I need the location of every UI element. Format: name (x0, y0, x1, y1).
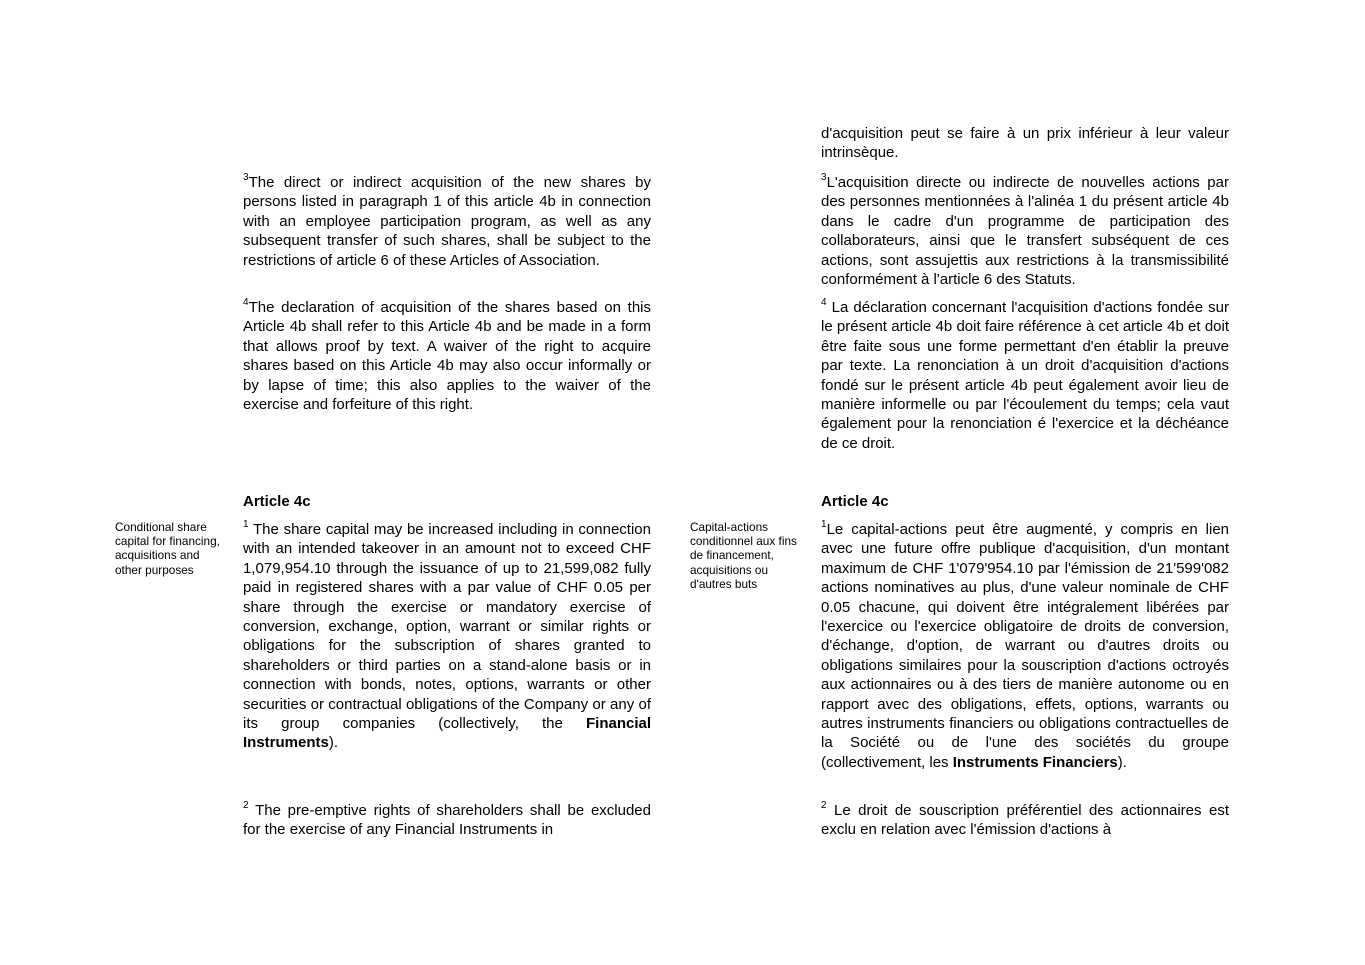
paragraph-text: d'acquisition peut se faire à un prix inférieur à leur valeur intrinsèque. (821, 125, 1229, 162)
paragraph-number: 1 (821, 519, 827, 530)
defined-term: Financial Instruments (243, 715, 652, 752)
english-paragraph-4 (243, 298, 651, 414)
french-article-heading: Article 4c (821, 493, 889, 510)
paragraph-number: 1 (243, 519, 249, 530)
paragraph-end: ). (1117, 753, 1127, 771)
french-paragraph-continuation (821, 124, 1229, 163)
defined-term: Instruments Financiers (952, 753, 1118, 771)
french-paragraph-4 (821, 298, 1229, 453)
english-article-heading: Article 4c (243, 493, 311, 510)
paragraph-number: 4 (821, 297, 827, 308)
french-paragraph-3 (821, 173, 1229, 289)
english-paragraph-3 (243, 173, 651, 270)
english-article-4c-paragraph-2 (243, 801, 651, 840)
paragraph-number: 2 (821, 800, 827, 811)
paragraph-text: The direct or indirect acquisition of the new shares by persons listed in paragraph 1 of this article 4b in connection with an employee participation program, as well as any subsequent transfer of such shares, shall be subject to the restrictions of article 6 of these Articles of Association. (243, 174, 651, 269)
paragraph-text: La déclaration concernant l'acquisition d'actions fondée sur le présent article 4b doit faire référence à cet article 4b et doit être faite sous une forme permettant d'en établir la preuve par texte. La renonciation à un droit d'acquisition d'actions fondé sur le présent article 4b peut également avoir lieu de manière informelle ou par l'écoulement du temps; cela vaut également pour la renonciation é l'exercice et la déchéance de ce droit. (821, 299, 1229, 452)
paragraph-end: ). (328, 734, 339, 752)
french-article-4c-paragraph-1 (821, 520, 1229, 772)
english-side-note: Conditional share capital for financing, acquisitions and other purposes (115, 520, 220, 577)
paragraph-number: 2 (243, 800, 249, 811)
french-side-note: Capital-actions conditionnel aux fins de financement, acquisitions ou d'autres buts (690, 520, 797, 591)
paragraph-text: L'acquisition directe ou indirecte de nouvelles actions par des personnes mentionnées à l'alinéa 1 du présent article 4b dans le cadre d'un programme de participation des collaborateurs, ainsi que le transfert subséquent de ces actions, sont assujettis aux restrictions à la transmissibilité conformément à l'article 6 des Statuts. (821, 174, 1229, 289)
english-article-4c-paragraph-1 (243, 520, 651, 753)
paragraph-text: Le droit de souscription préférentiel des actionnaires est exclu en relation avec l'émission d'actions à (821, 802, 1229, 839)
paragraph-number: 4 (243, 297, 249, 308)
paragraph-text: Le capital-actions peut être augmenté, y compris en lien avec une future offre publique d'acquisition, d'un montant maximum de CHF 1'079'954.10 par l'émission de 21'599'082 actions nominatives au plus, d'une valeur nominale de CHF 0.05 chacune, qui doivent être intégralement libérées par l'exercice ou l'exercice obligatoire de droits de conversion, d'échange, d'option, de warrant ou d'autres droits ou obligations similaires pour la souscription d'actions octroyés aux actionnaires ou à des tiers de manière autonome ou en rapport avec des obligations, effets, options, warrants ou autres instruments financiers ou obligations contractuelles de la Société ou de l'une des sociétés du groupe (collectivement, les (821, 521, 1229, 771)
paragraph-text: The pre-emptive rights of shareholders shall be excluded for the exercise of any Financial Instruments in (243, 802, 651, 839)
paragraph-number: 3 (243, 172, 249, 183)
french-article-4c-paragraph-2 (821, 801, 1229, 840)
paragraph-number: 3 (821, 172, 827, 183)
paragraph-text: The declaration of acquisition of the shares based on this Article 4b shall refer to this Article 4b and be made in a form that allows proof by text. A waiver of the right to acquire shares based on this Article 4b may also occur informally or by lapse of time; this also applies to the waiver of the exercise and forfeiture of this right. (243, 299, 651, 414)
paragraph-text: The share capital may be increased including in connection with an intended takeover in an amount not to exceed CHF 1,079,954.10 through the issuance of up to 21,599,082 fully paid in registered shares with a par value of CHF 0.05 per share through the exercise or mandatory exercise of conversion, exchange, option, warrant or similar rights or obligations for the subscription of shares granted to shareholders or third parties on a stand-alone basis or in connection with bonds, notes, options, warrants or other securities or contractual obligations of the Company or any of its group companies (collectively, the (243, 521, 651, 733)
